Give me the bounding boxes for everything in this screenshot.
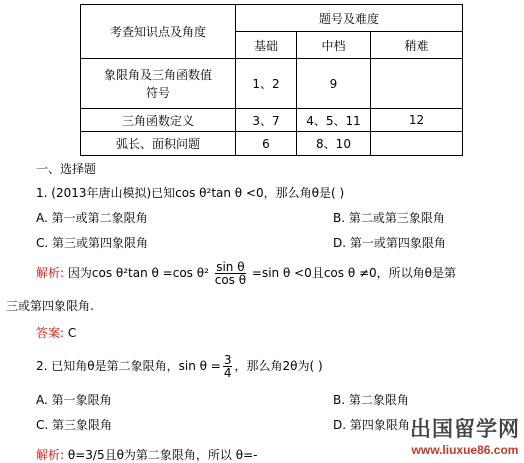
col-medium: 中档: [297, 32, 371, 59]
analysis-text: =sin θ <0且cos θ ≠0，所以角θ是第: [251, 266, 457, 280]
medium-cell: 4、5、11: [297, 109, 371, 132]
q2-option-b: B. 第二象限角: [333, 393, 409, 407]
site-watermark: [410, 413, 520, 457]
analysis-label: 解析:: [36, 266, 65, 280]
q1-stem: 1. (2013年唐山模拟)已知cos θ²tan θ <0，那么角θ是( ): [36, 186, 345, 200]
q1-option-a: A. 第一或第二象限角: [36, 211, 148, 225]
topic-cell: 三角函数定义: [81, 109, 236, 132]
q2-option-a: A. 第一象限角: [36, 393, 112, 407]
q2-analysis-partial: [36, 446, 257, 463]
medium-cell: 8、10: [297, 132, 371, 156]
fraction-numerator: sin θ: [216, 260, 245, 274]
q2-stem-text: 2. 已知角θ是第二象限角，sin θ =: [36, 359, 221, 373]
table-row: [81, 109, 463, 132]
q1-analysis: [36, 258, 456, 288]
topic-line: 符号: [145, 85, 170, 100]
header-difficulty: 题号及难度: [236, 5, 463, 32]
topic-line: 象限角及三角函数值: [103, 67, 212, 82]
analysis-text: 因为cos θ²tan θ =cos θ²: [67, 266, 209, 280]
basic-cell: 1、2: [236, 59, 297, 109]
analysis-text: θ=3/5且θ为第二象限角，所以 θ=-: [67, 448, 258, 462]
topic-cell: 弧长、面积问题: [81, 132, 236, 156]
q1-option-b: B. 第二或第三象限角: [333, 211, 445, 225]
section-title: 一、选择题: [36, 162, 97, 176]
col-basic: 基础: [236, 32, 297, 59]
three-quarters-fraction: [223, 354, 233, 379]
q2-option-d: D. 第四象限角: [333, 418, 410, 432]
hard-cell: [371, 132, 463, 156]
hard-cell: 12: [371, 109, 463, 132]
col-hard: 稍难: [371, 32, 463, 59]
header-knowledge: 考查知识点及角度: [81, 5, 236, 59]
answer-value: C: [67, 326, 77, 340]
q2-option-c: C. 第三象限角: [36, 418, 113, 432]
fraction-denominator: 4: [223, 366, 232, 380]
table-row: [81, 132, 463, 156]
q2-stem-text: ，那么角2θ为( ): [234, 359, 323, 373]
basic-cell: 6: [236, 132, 297, 156]
fraction-denominator: cos θ: [214, 273, 247, 287]
q1-answer: [36, 324, 76, 341]
medium-cell: 9: [297, 59, 371, 109]
answer-label: 答案:: [36, 326, 65, 340]
q1-option-c: C. 第三或第四象限角: [36, 236, 149, 250]
fraction-numerator: 3: [223, 353, 232, 367]
q1-analysis-line2: 三或第四象限角.: [6, 299, 94, 313]
q1-option-d: D. 第一或第四象限角: [333, 236, 446, 250]
basic-cell: 3、7: [236, 109, 297, 132]
topic-cell: [81, 59, 236, 109]
q2-stem: [36, 354, 323, 379]
sin-over-cos-fraction: [215, 261, 246, 286]
hard-cell: [371, 59, 463, 109]
watermark-title: 出国留学网: [410, 416, 520, 441]
watermark-url: www.liuxue86.com: [411, 443, 519, 457]
table-row: [81, 59, 463, 109]
knowledge-difficulty-table: [80, 4, 463, 156]
analysis-label: 解析:: [36, 448, 65, 462]
